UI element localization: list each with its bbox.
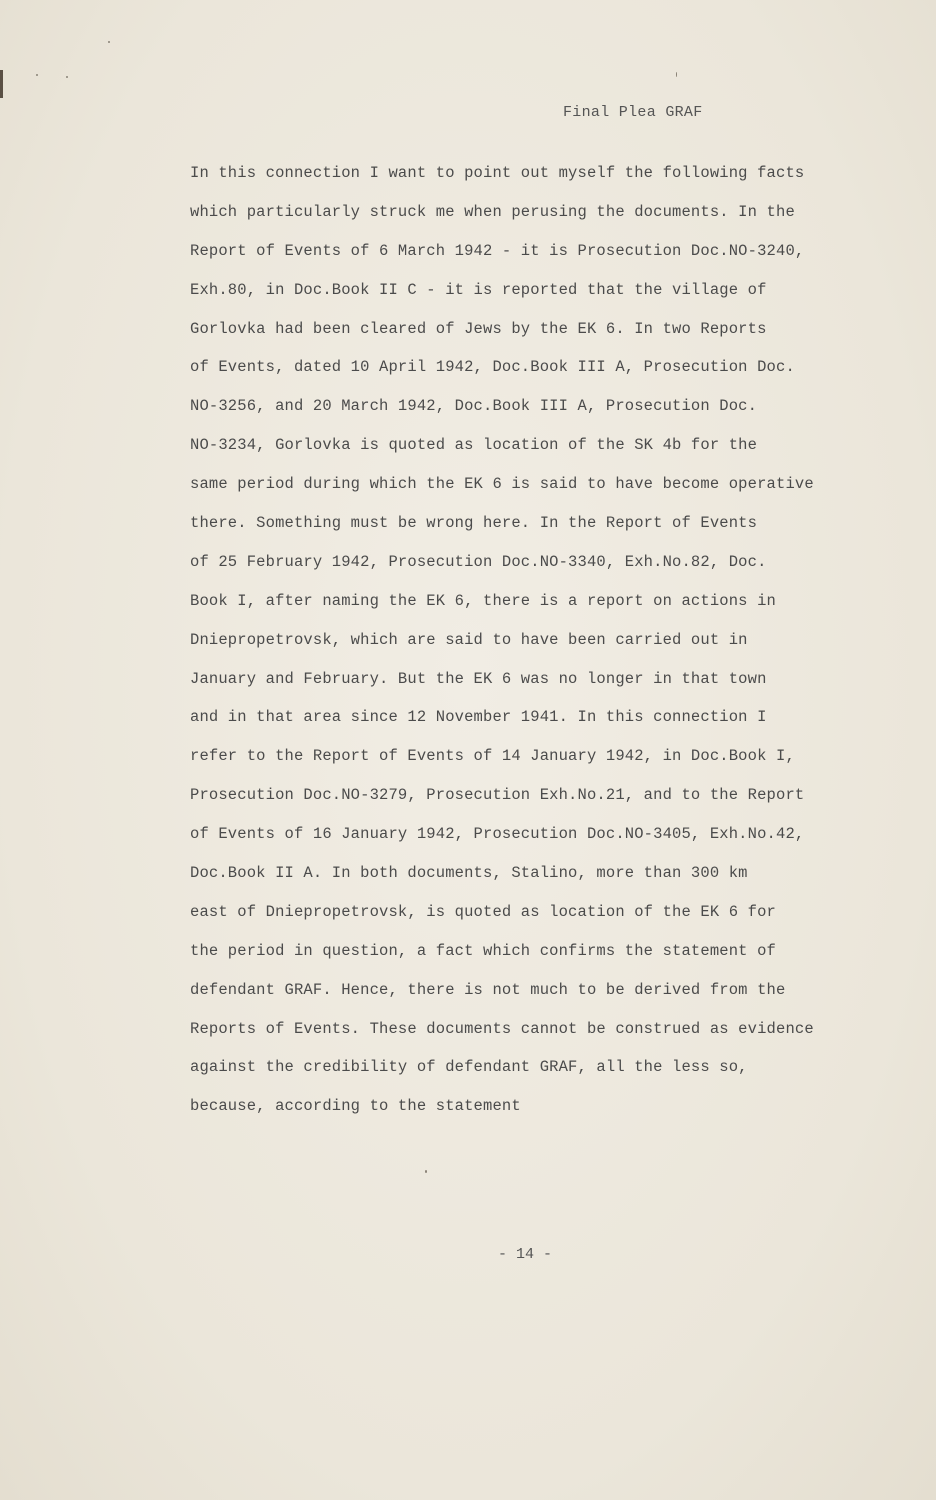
text-line: there. Something must be wrong here. In the Report of Events [190, 514, 758, 533]
text-line: NO-3234, Gorlovka is quoted as location of the SK 4b for the [190, 436, 758, 455]
paper-speck [36, 74, 38, 76]
running-header: Final Plea GRAF [563, 104, 703, 121]
text-line: of 25 February 1942, Prosecution Doc.NO-3340, Exh.No.82, Doc. [190, 552, 767, 571]
paper-speck [66, 76, 68, 78]
text-line: because, according to the statement [190, 1097, 521, 1116]
text-line: Reports of Events. These documents cannot be construed as evidence [190, 1019, 814, 1038]
text-line: Report of Events of 6 March 1942 - it is Prosecution Doc.NO-3240, [190, 241, 805, 260]
text-line: Prosecution Doc.NO-3279, Prosecution Exh.No.21, and to the Report [190, 786, 805, 805]
body-paragraph [190, 160, 850, 1132]
text-line: Dniepropetrovsk, which are said to have been carried out in [190, 630, 748, 649]
text-line: refer to the Report of Events of 14 January 1942, in Doc.Book I, [190, 747, 795, 766]
paper-speck [425, 1170, 427, 1173]
text-line: Gorlovka had been cleared of Jews by the EK 6. In two Reports [190, 319, 767, 338]
text-line: and in that area since 12 November 1941. In this connection I [190, 708, 767, 727]
text-line: defendant GRAF. Hence, there is not much to be derived from the [190, 980, 786, 999]
paper-speck [676, 72, 677, 77]
page-footer [0, 1246, 936, 1263]
text-line: Doc.Book II A. In both documents, Stalino, more than 300 km [190, 864, 748, 883]
binding-mark [0, 70, 3, 98]
text-line: which particularly struck me when perusing the documents. In the [190, 202, 795, 221]
text-line: the period in question, a fact which confirms the statement of [190, 941, 776, 960]
text-line: east of Dniepropetrovsk, is quoted as location of the EK 6 for [190, 902, 776, 921]
text-line: same period during which the EK 6 is said to have become operative [190, 475, 814, 494]
text-line: Book I, after naming the EK 6, there is a report on actions in [190, 591, 776, 610]
text-line: of Events, dated 10 April 1942, Doc.Book III A, Prosecution Doc. [190, 358, 795, 377]
paper-speck [108, 41, 110, 43]
text-line: of Events of 16 January 1942, Prosecution Doc.NO-3405, Exh.No.42, [190, 825, 805, 844]
text-line: NO-3256, and 20 March 1942, Doc.Book III A, Prosecution Doc. [190, 397, 758, 416]
text-line: In this connection I want to point out myself the following facts [190, 164, 805, 182]
text-line: Exh.80, in Doc.Book II C - it is reported that the village of [190, 280, 767, 299]
page-number: - 14 - [497, 1246, 552, 1263]
text-line: January and February. But the EK 6 was no longer in that town [190, 669, 767, 688]
text-line: against the credibility of defendant GRAF, all the less so, [190, 1058, 748, 1077]
